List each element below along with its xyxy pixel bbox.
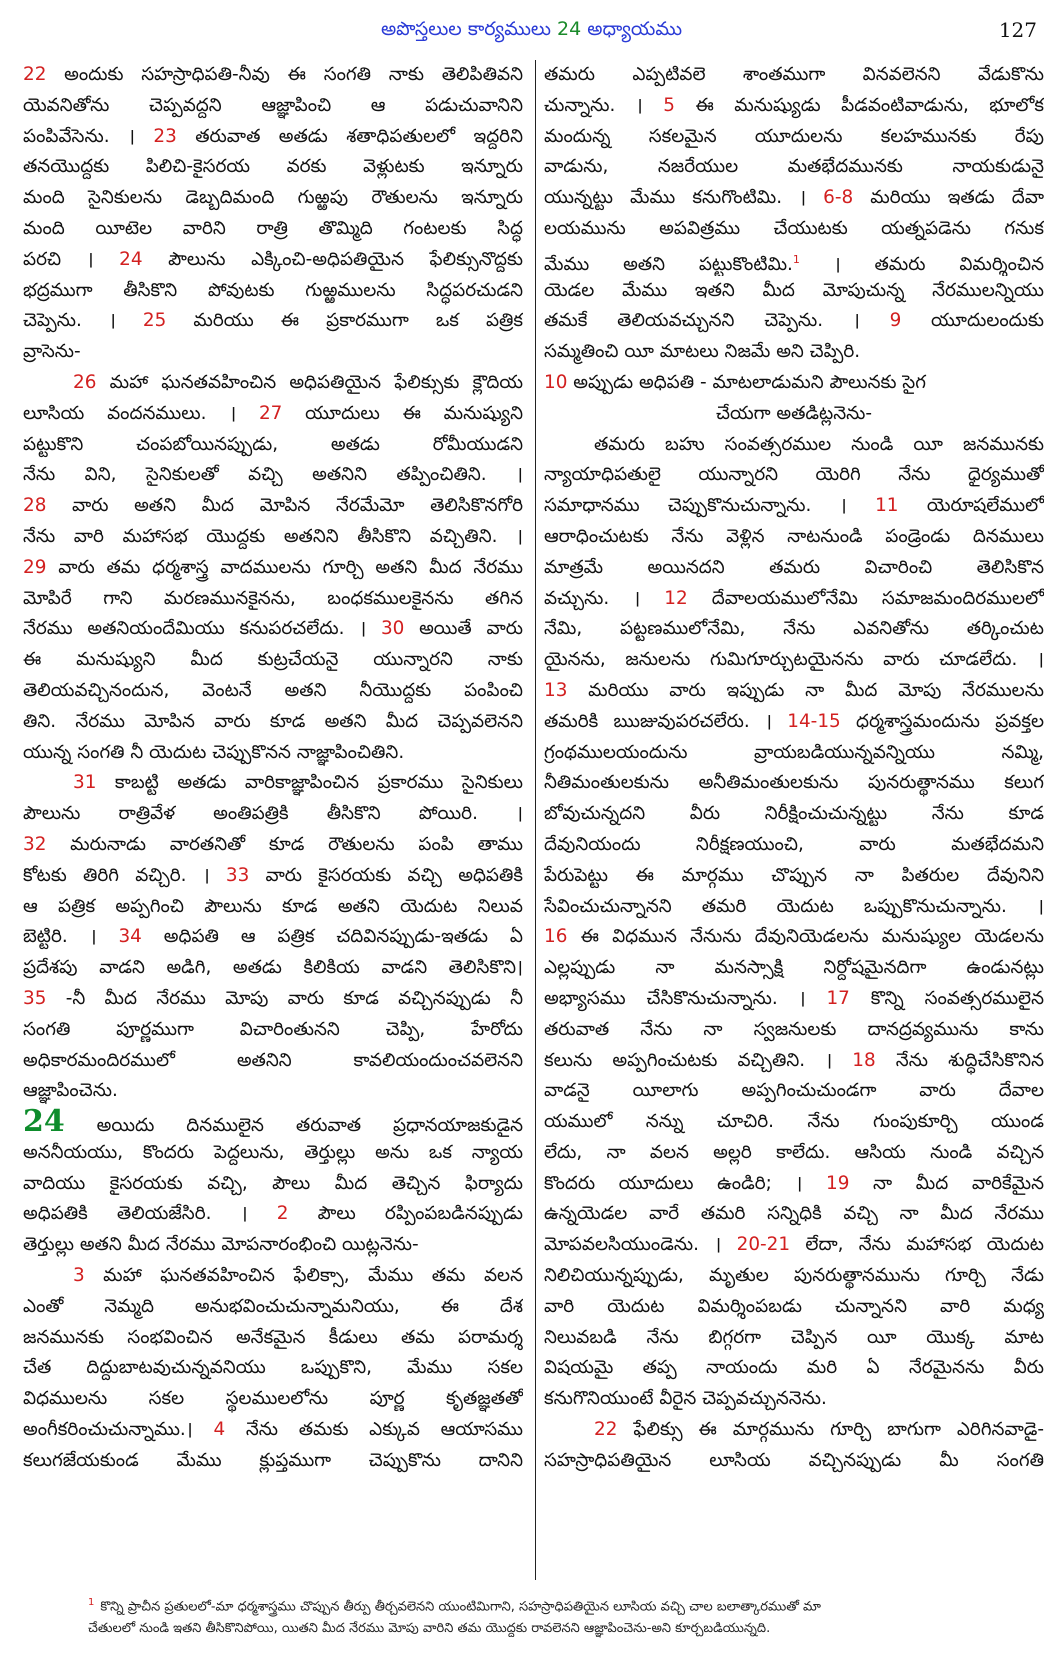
verse-text: తమరు బహు సంవత్సరముల నుండి యీ జనమునకు	[594, 433, 1044, 455]
verse-number: 13	[544, 679, 568, 701]
text-line	[23, 1292, 523, 1323]
text-line	[544, 430, 1044, 461]
text-line	[23, 399, 523, 430]
text-line	[23, 522, 523, 553]
verse-text: కలును అప్పగించుటకు వచ్చితిని. ।	[544, 1049, 853, 1071]
verse-number: 27	[258, 402, 283, 424]
text-line	[23, 1138, 523, 1169]
text-line	[544, 91, 1044, 122]
verse-text: సేవించుచున్నానని తమరి యెదుట ఒప్పుకొనుచున్నాను. ।	[544, 895, 1044, 917]
text-line	[23, 1230, 523, 1261]
verse-text: వారి యెదుట విమర్శింపబడు చున్నానని వారి మధ్య	[544, 1295, 1044, 1317]
verse-number: 31	[73, 772, 97, 794]
text-line	[544, 1415, 1044, 1446]
text-line	[23, 1015, 523, 1046]
text-line	[23, 676, 523, 707]
text-line	[544, 1384, 1044, 1415]
text-line	[544, 676, 1044, 707]
verse-text: మోపిరే గాని మరణమునకైనను, బంధకములకైనను తగిన	[23, 587, 523, 609]
verse-text: తెర్తుల్లు అతని మీద నేరము మోపనారంభించి యిట్లనెను-	[23, 1234, 419, 1256]
text-line	[23, 460, 523, 491]
text-line	[23, 830, 523, 861]
text-line	[23, 1076, 523, 1107]
verse-text: అయితే వారు	[404, 618, 523, 640]
text-line	[23, 738, 523, 769]
footnote-number: 1	[88, 1597, 95, 1608]
text-line	[544, 1199, 1044, 1230]
verse-text: చేయగా అతడిట్లనెను-	[715, 402, 873, 424]
verse-text: అభ్యాసము చేసికొనుచున్నాను. ।	[544, 987, 827, 1009]
verse-text: సహస్రాధిపతియైన లూసియ వచ్చినప్పుడు మీ సంగతి	[544, 1449, 1044, 1471]
text-line	[544, 276, 1044, 307]
text-line	[23, 91, 523, 122]
text-line	[23, 984, 523, 1015]
text-line	[23, 276, 523, 307]
text-line	[23, 614, 523, 645]
text-line	[23, 1384, 523, 1415]
verse-text: పేరుపెట్టు ఈ మార్గము చొప్పున నా పితరుల దేవునిని	[544, 864, 1044, 886]
verse-text: నేను వారి మహాసభ యొద్దకు అతనిని తీసికొని వచ్చితిని. ।	[23, 525, 523, 547]
text-line	[544, 645, 1044, 676]
verse-text: వాడనై యీలాగు అప్పగించుచుండగా వారు దేవాల	[544, 1080, 1044, 1102]
verse-number: 3	[73, 1265, 85, 1287]
text-line	[544, 183, 1044, 214]
verse-text: తమరు ఎప్పటివలె శాంతముగా వినవలెనని వేడుకొను	[544, 64, 1044, 85]
text-line	[23, 1353, 523, 1384]
text-line	[544, 553, 1044, 584]
verse-text: తిని. నేరము మోపిన వారు కూడ అతని మీద చెప్పవలెనని	[23, 710, 523, 732]
verse-text: తనయొద్దకు పిలిచి-కైసరయ వరకు వెళ్లుటకు ఇన్నూరు	[23, 156, 523, 178]
verse-number: 34	[118, 926, 142, 948]
footnote	[88, 1592, 988, 1640]
verse-number: 12	[664, 587, 688, 609]
verse-number: 11	[875, 495, 899, 517]
verse-text: ప్రదేశపు వాడని అడిగి, అతడు కిలికియ వాడని తెలిసికొని।	[23, 957, 523, 979]
verse-number: 35	[23, 987, 47, 1009]
text-line	[544, 399, 1044, 430]
text-line	[544, 1446, 1044, 1477]
verse-number: 9	[889, 310, 902, 332]
verse-text: నిలిచియున్నప్పుడు, మృతుల పునరుత్థానమును గూర్చి నేడు	[544, 1265, 1044, 1287]
text-line	[23, 368, 523, 399]
footnote-line-2: చేతులలో నుండి ఇతని తీసికొనిపోయి, యితని మీద నేరము మోపు వారిని తమ యొద్దకు రావలెనని ఆజ్ఞాపించెను-అని కూర్చబడియున్నది.	[88, 1621, 771, 1637]
text-line	[23, 1107, 523, 1138]
verse-text: పౌలు రప్పింపబడినప్పుడు	[288, 1203, 523, 1225]
verse-text: న్యాయాధిపతులై యున్నారని యెరిగి నేను ధైర్యముతో	[544, 464, 1044, 486]
verse-text: లేదు, నా వలన అల్లరి కాలేదు. ఆసియ నుండి వచ్చిన	[544, 1141, 1044, 1163]
text-line	[544, 491, 1044, 522]
verse-text: ఈ మనుష్యుని మీద కుట్రచేయనై యున్నారని నాకు	[23, 649, 523, 671]
text-line	[23, 491, 523, 522]
text-line	[544, 122, 1044, 153]
verse-text: లూసియ వందనములు. ।	[23, 402, 259, 424]
verse-text: బెట్టిరి. ।	[23, 926, 119, 948]
verse-text: -నీ మీద నేరము మోపు వారు కూడ వచ్చినప్పుడు నీ	[46, 987, 523, 1009]
verse-text: చెప్పెను. ।	[23, 310, 143, 332]
text-line	[544, 768, 1044, 799]
verse-text: అంగీకరించుచున్నాము.।	[23, 1419, 214, 1441]
text-line	[544, 1169, 1044, 1200]
verse-text: వ్రాసెను-	[23, 341, 81, 363]
verse-text: యూదులందుకు	[901, 310, 1044, 332]
text-line	[23, 430, 523, 461]
text-line	[23, 1261, 523, 1292]
text-line	[544, 214, 1044, 245]
verse-text: బోవుచున్నదని వీరు నిరీక్షించుచున్నట్టు నేను కూడ	[544, 803, 1044, 825]
verse-text: యెడల మేము ఇతని మీద మోపుచున్న నేరములన్నియు	[544, 279, 1044, 301]
text-line	[544, 1046, 1044, 1077]
verse-number: 2	[276, 1203, 289, 1225]
verse-number: 25	[142, 310, 167, 332]
verse-text: మహా ఘనతవహించిన ఫేలిక్సా, మేము తమ వలన	[84, 1265, 523, 1287]
verse-text: ఉన్నయెడల వారే తమరి సన్నిధికి వచ్చి నా మీద నేరము	[544, 1203, 1044, 1225]
text-line	[544, 1353, 1044, 1384]
verse-text: తెలియవచ్చినందున, వెంటనే అతని నీయొద్దకు పంపించి	[23, 679, 523, 701]
text-line	[544, 707, 1044, 738]
text-line	[544, 1015, 1044, 1046]
text-line	[23, 152, 523, 183]
verse-text: ఫేలిక్సు ఈ మార్గమును గూర్చి బాగుగా ఎరిగినవాడై-	[617, 1419, 1044, 1441]
verse-text: అననీయయు, కొందరు పెద్దలును, తెర్తుల్లు అను ఒక న్యాయ	[23, 1141, 523, 1163]
verse-number: 22	[23, 64, 47, 85]
text-line	[544, 799, 1044, 830]
verse-text: చున్నాను. ।	[544, 94, 664, 116]
text-line	[23, 1323, 523, 1354]
verse-text: విషయమై తప్ప నాయందు మరి ఏ నేరమైనను వీరు	[544, 1357, 1044, 1379]
verse-text: పౌలును ఎక్కించి-అధిపతియైన ఫేలిక్సునొద్దకు	[142, 248, 523, 270]
verse-text: తరువాత అతడు శతాధిపతులలో ఇద్దరిని	[176, 125, 523, 147]
verse-text: వాదియు కైసరయకు వచ్చి, పౌలు మీద తెచ్చిన ఫిర్యాదు	[23, 1172, 523, 1194]
verse-text: అయిదు దినములైన తరువాత ప్రధానయాజకుడైన	[64, 1115, 523, 1137]
verse-text: లేదా, నేను మహాసభ యెదుట	[790, 1234, 1044, 1256]
running-title-chapter: 24	[557, 18, 582, 40]
verse-text: కొందరు యూదులు ఉండిరి; ।	[544, 1172, 827, 1194]
text-line	[544, 1292, 1044, 1323]
verse-text: జనమునకు సంభవించిన అనేకమైన కీడులు తమ పరామర్శ	[23, 1326, 523, 1348]
verse-text: నేను విని, సైనికులతో వచ్చి అతనిని తప్పించితిని. ।	[23, 464, 523, 486]
text-line	[23, 1446, 523, 1477]
footnote-line-1	[88, 1592, 988, 1618]
verse-text: పౌలును రాత్రివేళ అంతిపత్రికి తీసికొని పోయిరి. ।	[23, 803, 523, 825]
verse-text: ఆరాధించుటకు నేను వెళ్లిన నాటనుండి పండ్రెండు దినములు	[544, 525, 1044, 547]
verse-text: అధికారమందిరములో అతనిని కావలియందుంచవలెనని	[23, 1049, 523, 1071]
chapter-number: 24	[23, 1107, 65, 1138]
text-line	[23, 922, 523, 953]
text-line	[544, 60, 1044, 91]
verse-text: యైనను, జనులను గుమిగూర్చుటయైనను వారు చూడలేదు. ।	[544, 649, 1044, 671]
text-line	[23, 953, 523, 984]
text-line	[23, 122, 523, 153]
text-line	[544, 953, 1044, 984]
running-title	[0, 18, 1063, 45]
text-line	[544, 1138, 1044, 1169]
verse-text: మందున్న సకలమైన యూదులను కలహమునకు రేపు	[544, 125, 1044, 147]
text-line	[23, 183, 523, 214]
text-line	[544, 245, 1044, 276]
verse-text: మంది యీటెల వారిని రాత్రి తొమ్మిది గంటలకు సిద్ధ	[23, 217, 523, 239]
verse-text: నేను శుద్ధిచేసికొనిన	[875, 1049, 1044, 1071]
verse-text: మరియు ఇతడు దేవా	[853, 187, 1044, 209]
verse-text: మరియు ఈ ప్రకారముగా ఒక పత్రిక	[166, 310, 523, 332]
text-line	[23, 799, 523, 830]
right-column	[544, 60, 1044, 1580]
text-line	[23, 707, 523, 738]
running-title-post: అధ్యాయము	[581, 18, 683, 40]
verse-text: పట్టుకొని చంపబోయినప్పుడు, అతడు రోమీయుడని	[23, 433, 523, 455]
text-line	[544, 1107, 1044, 1138]
verse-text: వారు తమ ధర్మశాస్త్ర వాదములను గూర్చి అతని మీద నేరము	[46, 556, 523, 578]
verse-text: మంది సైనికులను డెబ్బదిమంది గుఱ్ఱపు రౌతులను ఇన్నూరు	[23, 187, 523, 209]
text-line	[544, 152, 1044, 183]
text-line	[544, 1323, 1044, 1354]
verse-text: తరువాత నేను నా స్వజనులకు దానద్రవ్యమును కాను	[544, 1018, 1044, 1040]
verse-number: 32	[23, 833, 47, 855]
verse-text: మరియు వారు ఇప్పుడు నా మీద మోపు నేరములను	[567, 679, 1044, 701]
verse-text: మహా ఘనతవహించిన అధిపతియైన ఫేలిక్సుకు క్లౌదియ	[96, 371, 523, 393]
verse-text: చేత దిద్దుబాటవుచున్నవనియు ఒప్పుకొని, మేము సకల	[23, 1357, 523, 1379]
verse-text: కనుగొనియుంటే వీరైన చెప్పవచ్చుననెను.	[544, 1388, 827, 1410]
verse-number: 30	[380, 618, 405, 640]
verse-number: 29	[23, 556, 47, 578]
running-title-pre: అపొస్తలుల కార్యములు	[380, 18, 558, 40]
verse-text: నేమి, పట్టణములోనేమి, నేను ఎవనితోను తర్కించుట	[544, 618, 1044, 640]
verse-number: 33	[225, 864, 250, 886]
verse-text: తమకే తెలియవచ్చునని చెప్పెను. ।	[544, 310, 890, 332]
verse-text: అధిపతికి తెలియజేసిరి. ।	[23, 1203, 277, 1225]
text-line	[23, 60, 523, 91]
verse-number: 17	[826, 987, 850, 1009]
verse-text: యూదులు ఈ మనుష్యుని	[282, 402, 523, 424]
text-line	[23, 861, 523, 892]
verse-text: నేను తమకు ఎక్కువ ఆయాసము	[225, 1419, 523, 1441]
verse-text: భద్రముగా తీసికొని పోవుటకు గుఱ్ఱములను సిద్ధపరచుడని	[23, 279, 523, 301]
verse-text: కాబట్టి అతడు వారికాజ్ఞాపించిన ప్రకారము సైనికులు	[96, 772, 523, 794]
text-line	[23, 1199, 523, 1230]
text-line	[544, 368, 1044, 399]
verse-text: పరచి ।	[23, 248, 120, 270]
text-line	[544, 460, 1044, 491]
verse-text: ఎంతో నెమ్మది అనుభవించుచున్నామనియు, ఈ దేశ	[23, 1295, 523, 1317]
text-line	[23, 768, 523, 799]
verse-text: గ్రంథములయందును వ్రాయబడియున్నవన్నియు నమ్మి,	[544, 741, 1044, 763]
text-line	[544, 738, 1044, 769]
text-line	[23, 645, 523, 676]
verse-text: ఈ మనుష్యుడు పీడవంటివాడును, భూలోక	[674, 94, 1044, 116]
text-line	[544, 522, 1044, 553]
verse-text: సమ్మతించి యీ మాటలు నిజమే అని చెప్పిరి.	[544, 341, 861, 363]
text-line	[544, 861, 1044, 892]
verse-text: ధర్మశాస్త్రమందును ప్రవక్తల	[840, 710, 1044, 732]
text-line	[544, 614, 1044, 645]
verse-text: సమాధానము చెప్పుకొనుచున్నాను. ।	[544, 495, 876, 517]
text-line	[23, 306, 523, 337]
verse-text: యములో నన్ను చూచిరి. నేను గుంపుకూర్చి యుండ	[544, 1111, 1044, 1133]
verse-text: యున్న సంగతి నీ యెదుట చెప్పుకొనన నాజ్ఞాపించితిని.	[23, 741, 405, 763]
text-line	[544, 984, 1044, 1015]
verse-number: 14-15	[787, 710, 841, 732]
verse-text: యెరూషలేములో	[898, 495, 1044, 517]
text-line	[23, 214, 523, 245]
text-line	[544, 1261, 1044, 1292]
verse-text: లయమును అపవిత్రము చేయుటకు యత్నపడెను గనుక	[544, 217, 1044, 239]
verse-text: దేవాలయములోనేమి సమాజమందిరములలో	[687, 587, 1044, 609]
text-line	[23, 1415, 523, 1446]
verse-text: నా మీద వారికేమైన	[849, 1172, 1044, 1194]
verse-text: నీతిమంతులకును అనీతిమంతులకును పునరుత్థానము కలుగ	[544, 772, 1044, 794]
verse-number: 10	[544, 371, 568, 393]
verse-text: మరునాడు వారతనితో కూడ రౌతులను పంపి తాము	[46, 833, 523, 855]
footnote-text-1: కొన్ని ప్రాచీన ప్రతులలో-మా ధర్మశాస్త్రము చొప్పున తీర్పు తీర్చవలెనని యుంటిమిగాని, సహస్రాధిపతియైన లూసియ వచ్చి చాల బలాత్కారముతో మా	[100, 1599, 821, 1615]
verse-text: అందుకు సహస్రాధిపతి-నీవు ఈ సంగతి నాకు తెలిపితివని	[46, 64, 523, 85]
verse-text: వాడును, నజరేయుల మతభేదమునకు నాయకుడునై	[544, 156, 1044, 178]
text-line	[23, 892, 523, 923]
page-header	[0, 0, 1063, 54]
verse-number: 5	[663, 94, 675, 116]
verse-text: వారు అతని మీద మోపిన నేరమేమో తెలిసికొనగోరి	[46, 495, 523, 517]
verse-text: యున్నట్టు మేము కనుగొంటిమి. ।	[544, 187, 824, 209]
verse-number: 4	[213, 1419, 226, 1441]
verse-number: 26	[73, 371, 97, 393]
verse-number: 23	[153, 125, 177, 147]
text-line	[544, 1230, 1044, 1261]
verse-text: మాత్రమే అయినదని తమరు విచారించి తెలిసికొన	[544, 556, 1044, 578]
text-line	[544, 1076, 1044, 1107]
footnote-marker: 1	[792, 252, 800, 266]
verse-text: అధిపతి ఆ పత్రిక చదివినప్పుడు-ఇతడు ఏ	[141, 926, 523, 948]
text-line	[23, 1169, 523, 1200]
verse-text: యెవనితోను చెప్పవద్దని ఆజ్ఞాపించి ఆ పడుచువానిని	[23, 94, 523, 116]
verse-text: కొన్ని సంవత్సరములైన	[849, 987, 1044, 1009]
verse-text: సంగతి పూర్ణముగా విచారింతునని చెప్పి, హేరోదు	[23, 1018, 523, 1040]
verse-number: 28	[23, 495, 47, 517]
verse-number: 20-21	[736, 1234, 791, 1256]
verse-text: అప్పుడు అధిపతి - మాటలాడుమని పౌలునకు సైగ	[567, 371, 926, 393]
verse-text: మోపవలసియుండెను. ।	[544, 1234, 737, 1256]
verse-text: కలుగజేయకుండ మేము క్లుప్తముగా చెప్పుకొను దానిని	[23, 1449, 523, 1471]
text-line	[544, 922, 1044, 953]
verse-text: మేము అతని పట్టుకొంటిమి.	[544, 253, 793, 275]
verse-number: 22	[594, 1419, 618, 1441]
verse-text: । తమరు విమర్శించిన	[799, 253, 1044, 275]
text-line	[23, 245, 523, 276]
verse-text: దేవునియందు నిరీక్షణయుంచి, వారు మతభేదమని	[544, 833, 1044, 855]
column-divider	[535, 60, 536, 1580]
text-line	[23, 337, 523, 368]
verse-text: పంపివేసెను. ।	[23, 125, 154, 147]
left-column	[23, 60, 523, 1580]
text-line	[23, 584, 523, 615]
text-line	[544, 584, 1044, 615]
verse-text: ఎల్లప్పుడు నా మనస్సాక్షి నిర్దోషమైనదిగా ఉండునట్లు	[544, 957, 1044, 979]
verse-text: ఆ పత్రిక అప్పగించి పౌలును కూడ అతని యెదుట నిలువ	[23, 895, 523, 917]
text-line	[544, 337, 1044, 368]
verse-text: నేరము అతనియందేమియు కనుపరచలేదు. ।	[23, 618, 381, 640]
verse-number: 19	[826, 1172, 850, 1194]
verse-text: వారు కైసరయకు వచ్చి అధిపతికి	[249, 864, 523, 886]
verse-text: ఆజ్ఞాపించెను.	[23, 1080, 118, 1102]
text-line	[544, 306, 1044, 337]
verse-number: 6-8	[823, 187, 854, 209]
verse-text: తమరికి ఋజువుపరచలేరు. ।	[544, 710, 788, 732]
verse-text: ఈ విధమున నేనును దేవునియెడలను మనుష్యుల యెడలను	[567, 926, 1044, 948]
verse-number: 24	[119, 248, 143, 270]
verse-text: కోటకు తిరిగి వచ్చిరి. ।	[23, 864, 226, 886]
verse-text: నిలువబడి నేను బిగ్గరగా చెప్పిన యీ యొక్క మాట	[544, 1326, 1044, 1348]
text-line	[23, 1046, 523, 1077]
text-line	[544, 830, 1044, 861]
verse-text: వచ్చును. ।	[544, 587, 665, 609]
verse-number: 16	[544, 926, 568, 948]
verse-text: విధములను సకల స్థలములలోను పూర్ణ కృతజ్ఞతతో	[23, 1388, 523, 1410]
text-line	[23, 553, 523, 584]
text-line	[544, 892, 1044, 923]
page-number: 127	[998, 18, 1037, 42]
verse-number: 18	[852, 1049, 876, 1071]
